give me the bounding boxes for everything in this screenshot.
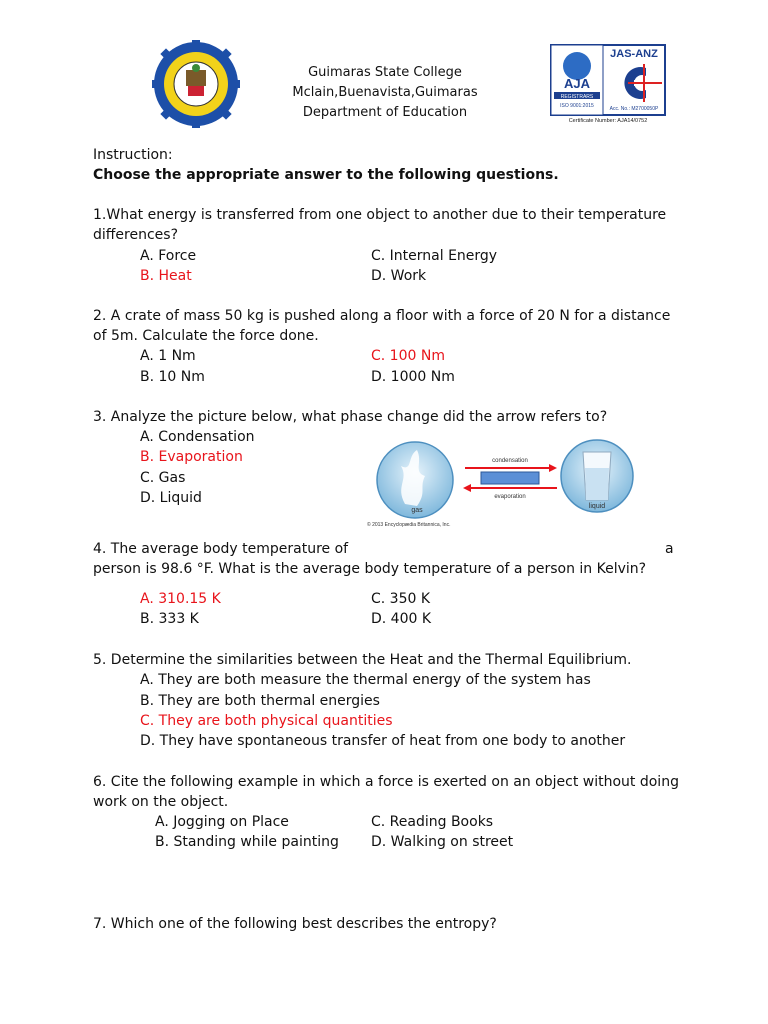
acc-label: Acc. No.: M2700050P (609, 106, 659, 112)
arrow-right-icon (549, 464, 557, 472)
registrars-label: REGISTRARS (560, 94, 594, 100)
certification-logo (550, 44, 666, 124)
question-4-line-1-end: a (665, 541, 674, 557)
question-2-line-2: of 5m. Calculate the force done. (93, 328, 319, 344)
q6-option-c: C. Reading Books (371, 814, 494, 830)
college-name: Guimaras State College (308, 65, 462, 80)
phase-change-figure (365, 436, 645, 530)
q5-option-c-answer: C. They are both physical quantities (140, 713, 393, 729)
question-7-line-1: 7. Which one of the following best describes the entropy? (93, 916, 497, 932)
arrow-left-icon (463, 484, 471, 492)
q4-option-a-answer: A. 310.15 K (140, 591, 221, 607)
q2-option-b: B. 10 Nm (140, 369, 205, 385)
instruction-text: Choose the appropriate answer to the following questions. (93, 167, 559, 183)
liquid-bubble (561, 440, 633, 512)
gear-icon (152, 40, 240, 128)
iso-label: ISO 9001:2015 (560, 103, 594, 109)
q4-option-c: C. 350 K (371, 591, 431, 607)
q6-option-a: A. Jogging on Place (155, 814, 289, 830)
q5-option-d: D. They have spontaneous transfer of heat from one body to another (140, 733, 626, 749)
q2-option-c-answer: C. 100 Nm (371, 348, 445, 364)
college-seal (152, 40, 240, 128)
instruction-label: Instruction: (93, 147, 173, 163)
q3-option-d: D. Liquid (140, 490, 202, 506)
question-1-line-1: 1.What energy is transferred from one object to another due to their temperature (93, 207, 667, 223)
college-address: Mclain,Buenavista,Guimaras (292, 85, 478, 100)
q5-option-b: B. They are both thermal energies (140, 693, 380, 709)
gas-bubble (377, 442, 453, 518)
evaporation-label: evaporation (494, 494, 526, 500)
aja-label: AJA (563, 76, 591, 91)
q1-option-b-answer: B. Heat (140, 268, 192, 284)
q3-option-c: C. Gas (140, 470, 186, 486)
q2-option-d: D. 1000 Nm (371, 369, 455, 385)
certificate-number: Certificate Number: AJA14/0752 (568, 118, 648, 124)
q4-option-b: B. 333 K (140, 611, 199, 627)
question-3-line-1: 3. Analyze the picture below, what phase change did the arrow refers to? (93, 409, 608, 425)
question-5-line-1: 5. Determine the similarities between the Heat and the Thermal Equilibrium. (93, 652, 632, 668)
question-4-line-2: person is 98.6 °F. What is the average body temperature of a person in Kelvin? (93, 561, 647, 577)
question-1-line-2: differences? (93, 227, 179, 243)
question-2-line-1: 2. A crate of mass 50 kg is pushed along a floor with a force of 20 N for a distance (93, 308, 671, 324)
q1-option-d: D. Work (371, 268, 427, 284)
department-name: Department of Education (302, 105, 468, 120)
q6-option-b: B. Standing while painting (155, 834, 339, 850)
figure-copyright: © 2013 Encyclopædia Britannica, Inc. (367, 522, 451, 528)
q1-option-a: A. Force (140, 248, 197, 264)
jas-anz-label: JAS-ANZ (610, 48, 658, 60)
q1-option-c: C. Internal Energy (371, 248, 498, 264)
q3-option-b-answer: B. Evaporation (140, 449, 243, 465)
question-6-line-1: 6. Cite the following example in which a force is exerted on an object without doing (93, 774, 679, 790)
q6-option-d: D. Walking on street (371, 834, 514, 850)
condensation-label: condensation (492, 458, 528, 464)
question-4-line-1: 4. The average body temperature of (93, 541, 349, 557)
q3-option-a: A. Condensation (140, 429, 255, 445)
liquid-label: liquid (588, 503, 606, 510)
q4-option-d: D. 400 K (371, 611, 432, 627)
arrows (463, 458, 557, 500)
question-6-line-2: work on the object. (93, 794, 229, 810)
q2-option-a: A. 1 Nm (140, 348, 196, 364)
q5-option-a: A. They are both measure the thermal energy of the system has (140, 672, 591, 688)
gas-label: gas (411, 507, 423, 514)
